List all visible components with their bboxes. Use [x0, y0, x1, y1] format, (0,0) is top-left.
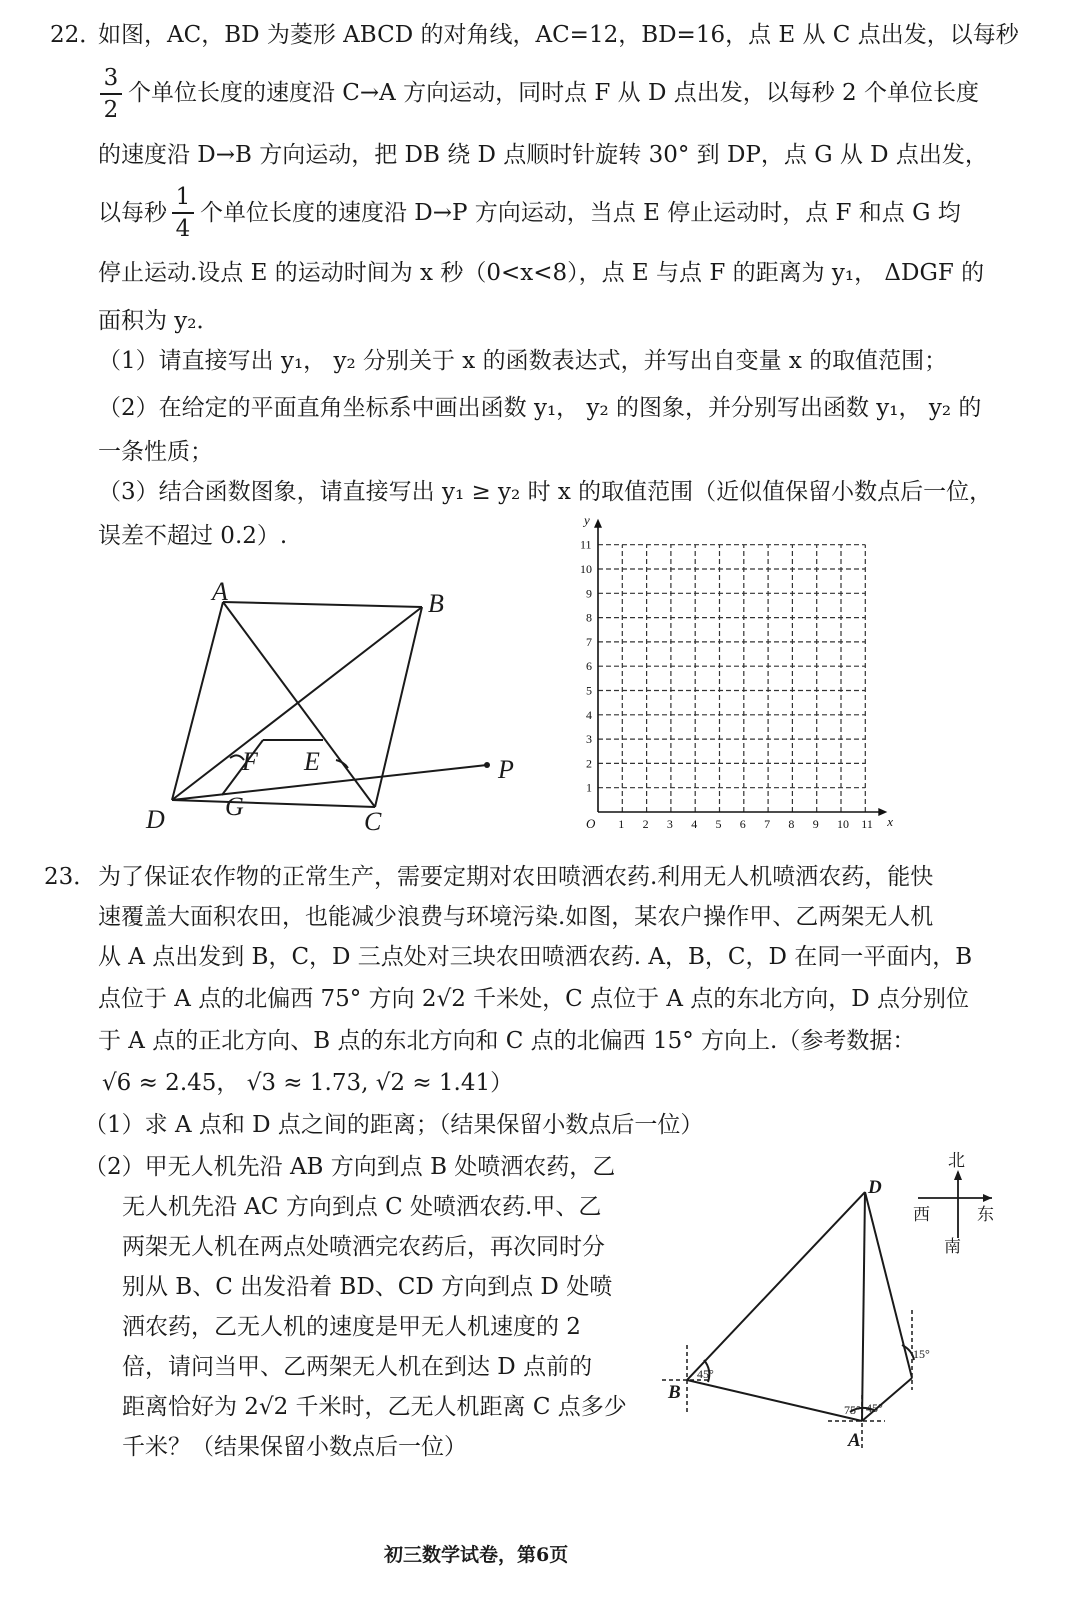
q22-line4-post: 个单位长度的速度沿 D→P 方向运动，当点 E 停止运动时，点 F 和点 G 均: [200, 200, 961, 226]
label-g: G: [225, 792, 244, 821]
drone-figure: [640, 1140, 1020, 1470]
east-arrow-icon: [983, 1194, 992, 1202]
diagonal-ac: [223, 602, 375, 807]
angle-label-b: 45°: [697, 1367, 714, 1381]
compass-rose: [918, 1170, 992, 1238]
q22-part1: （1）请直接写出 y₁， y₂ 分别关于 x 的函数表达式，并写出自变量 x 的取值范围；: [98, 348, 948, 374]
q22-fraction-2: [172, 183, 194, 243]
segment-dc: [865, 1192, 912, 1378]
q23-line2: 速覆盖大面积农田，也能减少浪费与环境污染.如图，某农户操作甲、乙两架无人机: [98, 904, 934, 930]
q23-line6: √6 ≈ 2.45， √3 ≈ 1.73, √2 ≈ 1.41）: [102, 1070, 514, 1096]
label-c: C: [364, 807, 382, 836]
y-tick-label: 7: [586, 634, 592, 649]
edge-ab: [223, 602, 422, 607]
x-tick-label: 9: [812, 817, 819, 831]
q23-line1: 为了保证农作物的正常生产，需要定期对农田喷洒农药.利用无人机喷洒农药，能快: [98, 864, 934, 890]
q22-part3a: （3）结合函数图象，请直接写出 y₁ ≥ y₂ 时 x 的取值范围（近似值保留小数点后一位，: [98, 479, 993, 505]
x-tick-label: 3: [666, 817, 673, 831]
x-tick-label: 7: [764, 817, 771, 831]
q23-line3: 从 A 点出发到 B，C，D 三点处对三块农田喷洒农药. A，B，C，D 在同一平面内，B: [98, 944, 973, 970]
label-d: D: [146, 805, 165, 834]
q23-part2-line5: 洒农药，乙无人机的速度是甲无人机速度的 2: [122, 1314, 581, 1340]
y-tick-label: 9: [586, 586, 592, 601]
x-tick-label: 1: [618, 817, 625, 831]
x-tick-label: 8: [788, 817, 795, 831]
point-p-dot: [484, 762, 490, 768]
label-a: A: [212, 577, 228, 606]
x-tick-label: 4: [691, 817, 698, 831]
q23-part2-line3: 两架无人机在两点处喷洒完农药后，再次同时分: [122, 1234, 605, 1260]
q22-part2a: （2）在给定的平面直角坐标系中画出函数 y₁， y₂ 的图象，并分别写出函数 y₁， y₂ 的: [98, 395, 982, 421]
y-tick-label: 2: [586, 756, 592, 771]
coordinate-grid: [560, 512, 900, 834]
q22-fraction-1: [100, 64, 122, 124]
q22-line6: 面积为 y₂．: [98, 308, 220, 334]
q23-part2-line6: 倍，请问当甲、乙两架无人机在到达 D 点前的: [122, 1354, 593, 1380]
q22-fraction-1-den: 2: [103, 97, 119, 123]
edge-cd: [172, 800, 375, 807]
y-tick-label: 1: [586, 780, 592, 795]
q22-fraction-1-num: 3: [103, 65, 119, 91]
q22-line4-pre: 以每秒: [98, 200, 167, 226]
label-b: B: [668, 1382, 681, 1403]
y-tick-label: 8: [586, 610, 592, 625]
q22-line2: 个单位长度的速度沿 C→A 方向运动，同时点 F 从 D 点出发，以每秒 2 个单位长度: [128, 80, 979, 106]
q23-number: 23．: [44, 864, 97, 890]
q22-line1: 如图，AC，BD 为菱形 ABCD 的对角线，AC=12，BD=16，点 E 从 C 点出发，以每秒: [98, 22, 1019, 48]
compass-east: 东: [977, 1205, 994, 1224]
y-tick-label: 10: [580, 562, 592, 576]
q23-line5: 于 A 点的正北方向、B 点的东北方向和 C 点的北偏西 15° 方向上.（参考数据：: [98, 1028, 916, 1054]
q23-line4: 点位于 A 点的北偏西 75° 方向 2√2 千米处，C 点位于 A 点的东北方向，D 点分别位: [98, 986, 970, 1012]
q23-part2-line2: 无人机先沿 AC 方向到点 C 处喷洒农药.甲、乙: [122, 1194, 602, 1220]
q22-fraction-2-num: 1: [175, 184, 191, 210]
diagonal-bd: [172, 607, 422, 800]
rhombus-figure: [130, 570, 550, 840]
x-tick-label: 2: [642, 817, 649, 831]
page-footer: 初三数学试卷，第6页: [384, 1544, 569, 1566]
label-b: B: [428, 589, 444, 618]
q23-part2-line1: （2）甲无人机先沿 AB 方向到点 B 处喷洒农药，乙: [84, 1154, 616, 1180]
q22-fraction-2-den: 4: [175, 216, 191, 242]
segment-ba: [687, 1380, 862, 1421]
x-axis-arrow-icon: [878, 808, 887, 816]
q22-part2b: 一条性质；: [98, 439, 213, 465]
compass-south: 南: [944, 1237, 961, 1256]
q23-part2-line8: 千米？（结果保留小数点后一位）: [122, 1434, 467, 1460]
q22-line5: 停止运动.设点 E 的运动时间为 x 秒（0<x<8），点 E 与点 F 的距离为 y₁， ΔDGF 的: [98, 260, 985, 286]
y-axis-label: y: [584, 512, 590, 528]
x-tick-label: 10: [837, 817, 849, 831]
north-arrow-icon: [954, 1170, 962, 1180]
y-tick-label: 3: [586, 732, 592, 747]
y-tick-label: 6: [586, 659, 592, 674]
fraction-bar: [100, 93, 122, 95]
segment-ad: [862, 1192, 865, 1421]
angle-label-a1: 75°: [844, 1403, 861, 1417]
ray-dp: [172, 765, 487, 800]
label-d: D: [868, 1177, 882, 1198]
origin-label: O: [586, 816, 596, 831]
x-tick-label: 6: [739, 817, 746, 831]
label-f: F: [242, 747, 258, 776]
angle-label-c: 15°: [913, 1347, 930, 1361]
q23-part1: （1）求 A 点和 D 点之间的距离；（结果保留小数点后一位）: [84, 1112, 704, 1138]
angle-label-a2: 45°: [866, 1401, 883, 1415]
y-tick-label: 5: [586, 683, 592, 698]
x-tick-label: 11: [861, 817, 873, 831]
segment-bd: [687, 1192, 865, 1380]
x-axis-label: x: [887, 814, 894, 829]
q22-line3: 的速度沿 D→B 方向运动，把 DB 绕 D 点顺时针旋转 30° 到 DP，点 G 从 D 点出发，: [98, 142, 988, 168]
q22-number: 22．: [50, 22, 103, 48]
compass-west: 西: [913, 1205, 930, 1224]
fraction-bar: [172, 212, 194, 214]
label-e: E: [304, 747, 320, 776]
y-axis-arrow-icon: [594, 519, 602, 528]
label-a: A: [848, 1430, 861, 1451]
y-tick-label: 11: [580, 537, 592, 552]
edge-da: [172, 602, 223, 800]
q23-part2-line4: 别从 B、C 出发沿着 BD、CD 方向到点 D 处喷: [122, 1274, 613, 1300]
q23-part2-line7: 距离恰好为 2√2 千米时，乙无人机距离 C 点多少: [122, 1394, 627, 1420]
y-tick-label: 4: [586, 707, 592, 722]
q22-part3b: 误差不超过 0.2）.: [98, 523, 288, 549]
x-tick-label: 5: [715, 817, 722, 831]
label-p: P: [498, 755, 514, 784]
compass-north: 北: [948, 1151, 965, 1170]
